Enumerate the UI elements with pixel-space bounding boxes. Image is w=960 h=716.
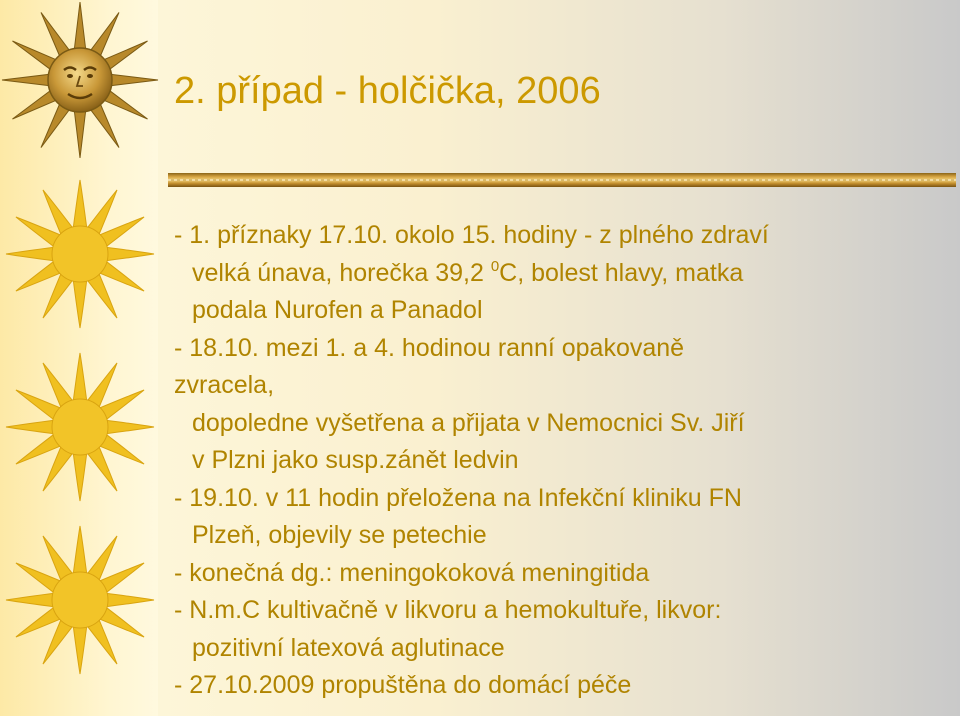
body-line: podala Nurofen a Panadol (192, 296, 483, 324)
body-line: - N.m.C kultivačně v likvoru a hemokultuře, likvor: (174, 596, 722, 624)
body-line: Plzeň, objevily se petechie (192, 521, 487, 549)
sun-icon (0, 172, 160, 337)
slide-body (174, 217, 954, 705)
sun-icon (0, 518, 160, 683)
decorative-sidebar (0, 0, 158, 716)
slide-title: 2. případ - holčička, 2006 (174, 70, 601, 112)
sun-icon (0, 345, 160, 510)
body-line: - 27.10.2009 propuštěna do domácí péče (174, 671, 632, 699)
body-line (174, 255, 954, 293)
body-line: - 18.10. mezi 1. a 4. hodinou ranní opakovaně (174, 333, 685, 362)
body-line: - 19.10. v 11 hodin přeložena na Infekční kliniku FN (174, 483, 742, 512)
title-divider (168, 173, 956, 187)
body-line: dopoledne vyšetřena a přijata v Nemocnici Sv. Jiří (192, 408, 745, 437)
body-line: - konečná dg.: meningokoková meningitida (174, 558, 650, 587)
body-text: C, bolest hlavy, matka (499, 258, 744, 287)
sun-face-icon (0, 0, 160, 165)
body-text: velká únava, horečka 39,2 (192, 258, 491, 287)
degree-superscript: 0 (490, 257, 500, 275)
body-line: - 1. příznaky 17.10. okolo 15. hodiny - z plného zdraví (174, 221, 769, 249)
body-line: pozitivní latexová aglutinace (192, 633, 505, 662)
body-line: zvracela, (174, 371, 275, 399)
body-line: v Plzni jako susp.zánět ledvin (192, 446, 519, 474)
